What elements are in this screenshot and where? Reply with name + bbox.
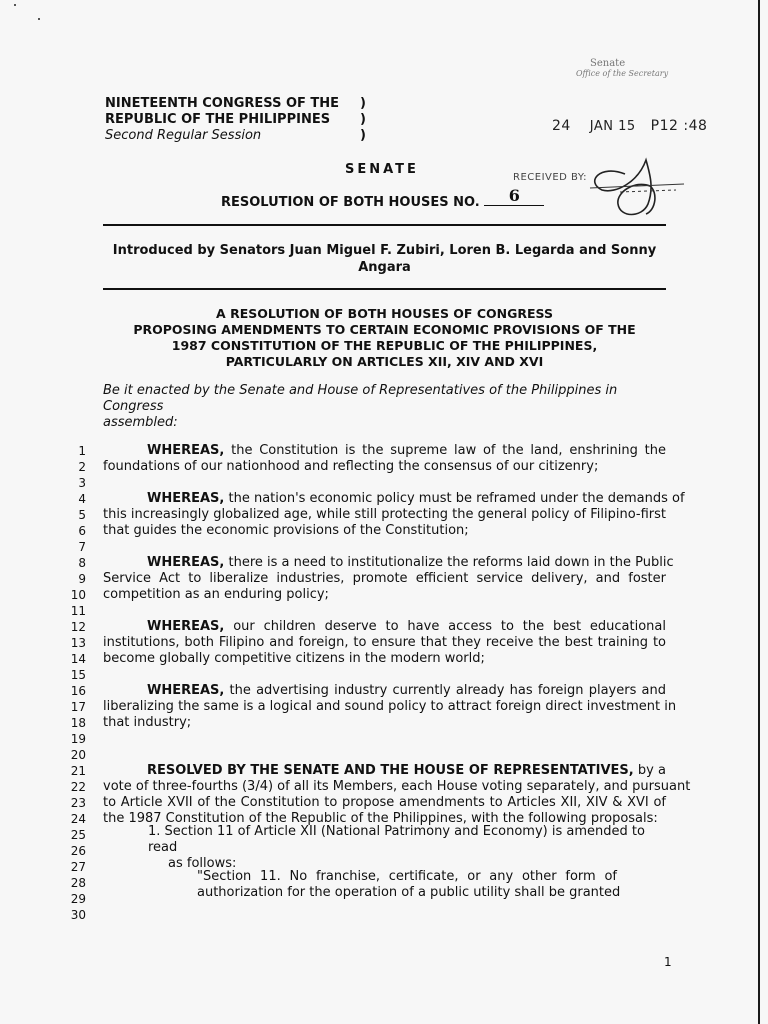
resolution-number-value: 6 [484,186,544,206]
resolution-label: RESOLUTION OF BOTH HOUSES NO. [221,195,480,210]
office-stamp-line1: Senate [590,58,626,69]
scan-speck [38,18,40,20]
whereas-paragraph: WHEREAS, our children deserve to have access to the best educational institutions, both Filipino and foreign, to ensure that they receive the best training to become globally competitive citizens in the modern world; [103,619,666,666]
congress-line2: REPUBLIC OF THE PHILIPPINES [105,112,331,127]
congress-line1: NINETEENTH CONGRESS OF THE [105,96,340,111]
scan-edge-line [758,0,760,1024]
resolution-title: A RESOLUTION OF BOTH HOUSES OF CONGRESS PROPOSING AMENDMENTS TO CERTAIN ECONOMIC PROVISIONS OF THE 1987 CONSTITUTION OF THE REPUBLIC OF THE PHILIPPINES, PARTICULARLY ON ARTICLES XII, XIV AND XVI [133,306,636,369]
resolution-number [221,186,544,211]
stamp-day: 24 [552,118,571,134]
congress-header [105,96,339,144]
resolved-paragraph: RESOLVED BY THE SENATE AND THE HOUSE OF REPRESENTATIVES, by a vote of three-fourths (3/4) of all its Members, each House voting separately, and pursuant to Article XVII of the Constitution to propose amendments to Articles XII, XIV & XVI of the 1987 Constitution of the Republic of the Philippines, with the following proposals: [103,763,691,826]
whereas-paragraph: WHEREAS, the Constitution is the supreme law of the land, enshrining the foundations of our nationhood and reflecting the consensus of our citizenry; [103,443,666,474]
divider [103,288,666,290]
page-number: 1 [664,955,672,969]
session-line: Second Regular Session [105,128,262,143]
office-stamp [576,58,669,78]
whereas-paragraph: WHEREAS, the nation's economic policy must be reframed under the demands of this increasingly globalized age, while still protecting the general policy of Filipino-first that guides the economic provisions of the Constitution; [103,491,685,538]
received-date-stamp [552,118,707,134]
quoted-section: "Section 11. No franchise, certificate, or any other form of authorization for the operation of a public utility shall be granted [197,869,621,900]
signature-mark [580,152,690,227]
whereas-paragraph: WHEREAS, the advertising industry currently already has foreign players and liberalizing the same is a logical and sound policy to attract foreign direct investment in that industry; [103,683,677,730]
header-brackets: ) ) ) [360,96,366,143]
scan-speck [14,4,16,6]
line-numbers: 1 2 3 4 5 6 7 8 9 10 11 12 13 14 15 16 17 18 19 20 21 22 23 24 25 26 27 28 29 30 [70,444,86,922]
introduced-by: Introduced by Senators Juan Miguel F. Zubiri, Loren B. Legarda and Sonny Angara [112,243,657,275]
divider [103,224,666,226]
stamp-time: P12 :48 [650,118,708,134]
office-stamp-line2: Office of the Secretary [576,69,669,78]
stamp-month-year: JAN 15 [589,119,636,134]
received-by-label: RECEIVED BY: [513,172,588,183]
whereas-paragraph: WHEREAS, there is a need to institutionalize the reforms laid down in the Public Service Act to liberalize industries, promote efficient service delivery, and foster competition as an enduring policy; [103,555,674,602]
proposal-item: 1. Section 11 of Article XII (National Patrimony and Economy) is amended to read as follows: [148,824,645,871]
enacting-clause: Be it enacted by the Senate and House of Representatives of the Philippines in Congress assembled: [103,383,618,430]
senate-heading: SENATE [345,162,419,177]
